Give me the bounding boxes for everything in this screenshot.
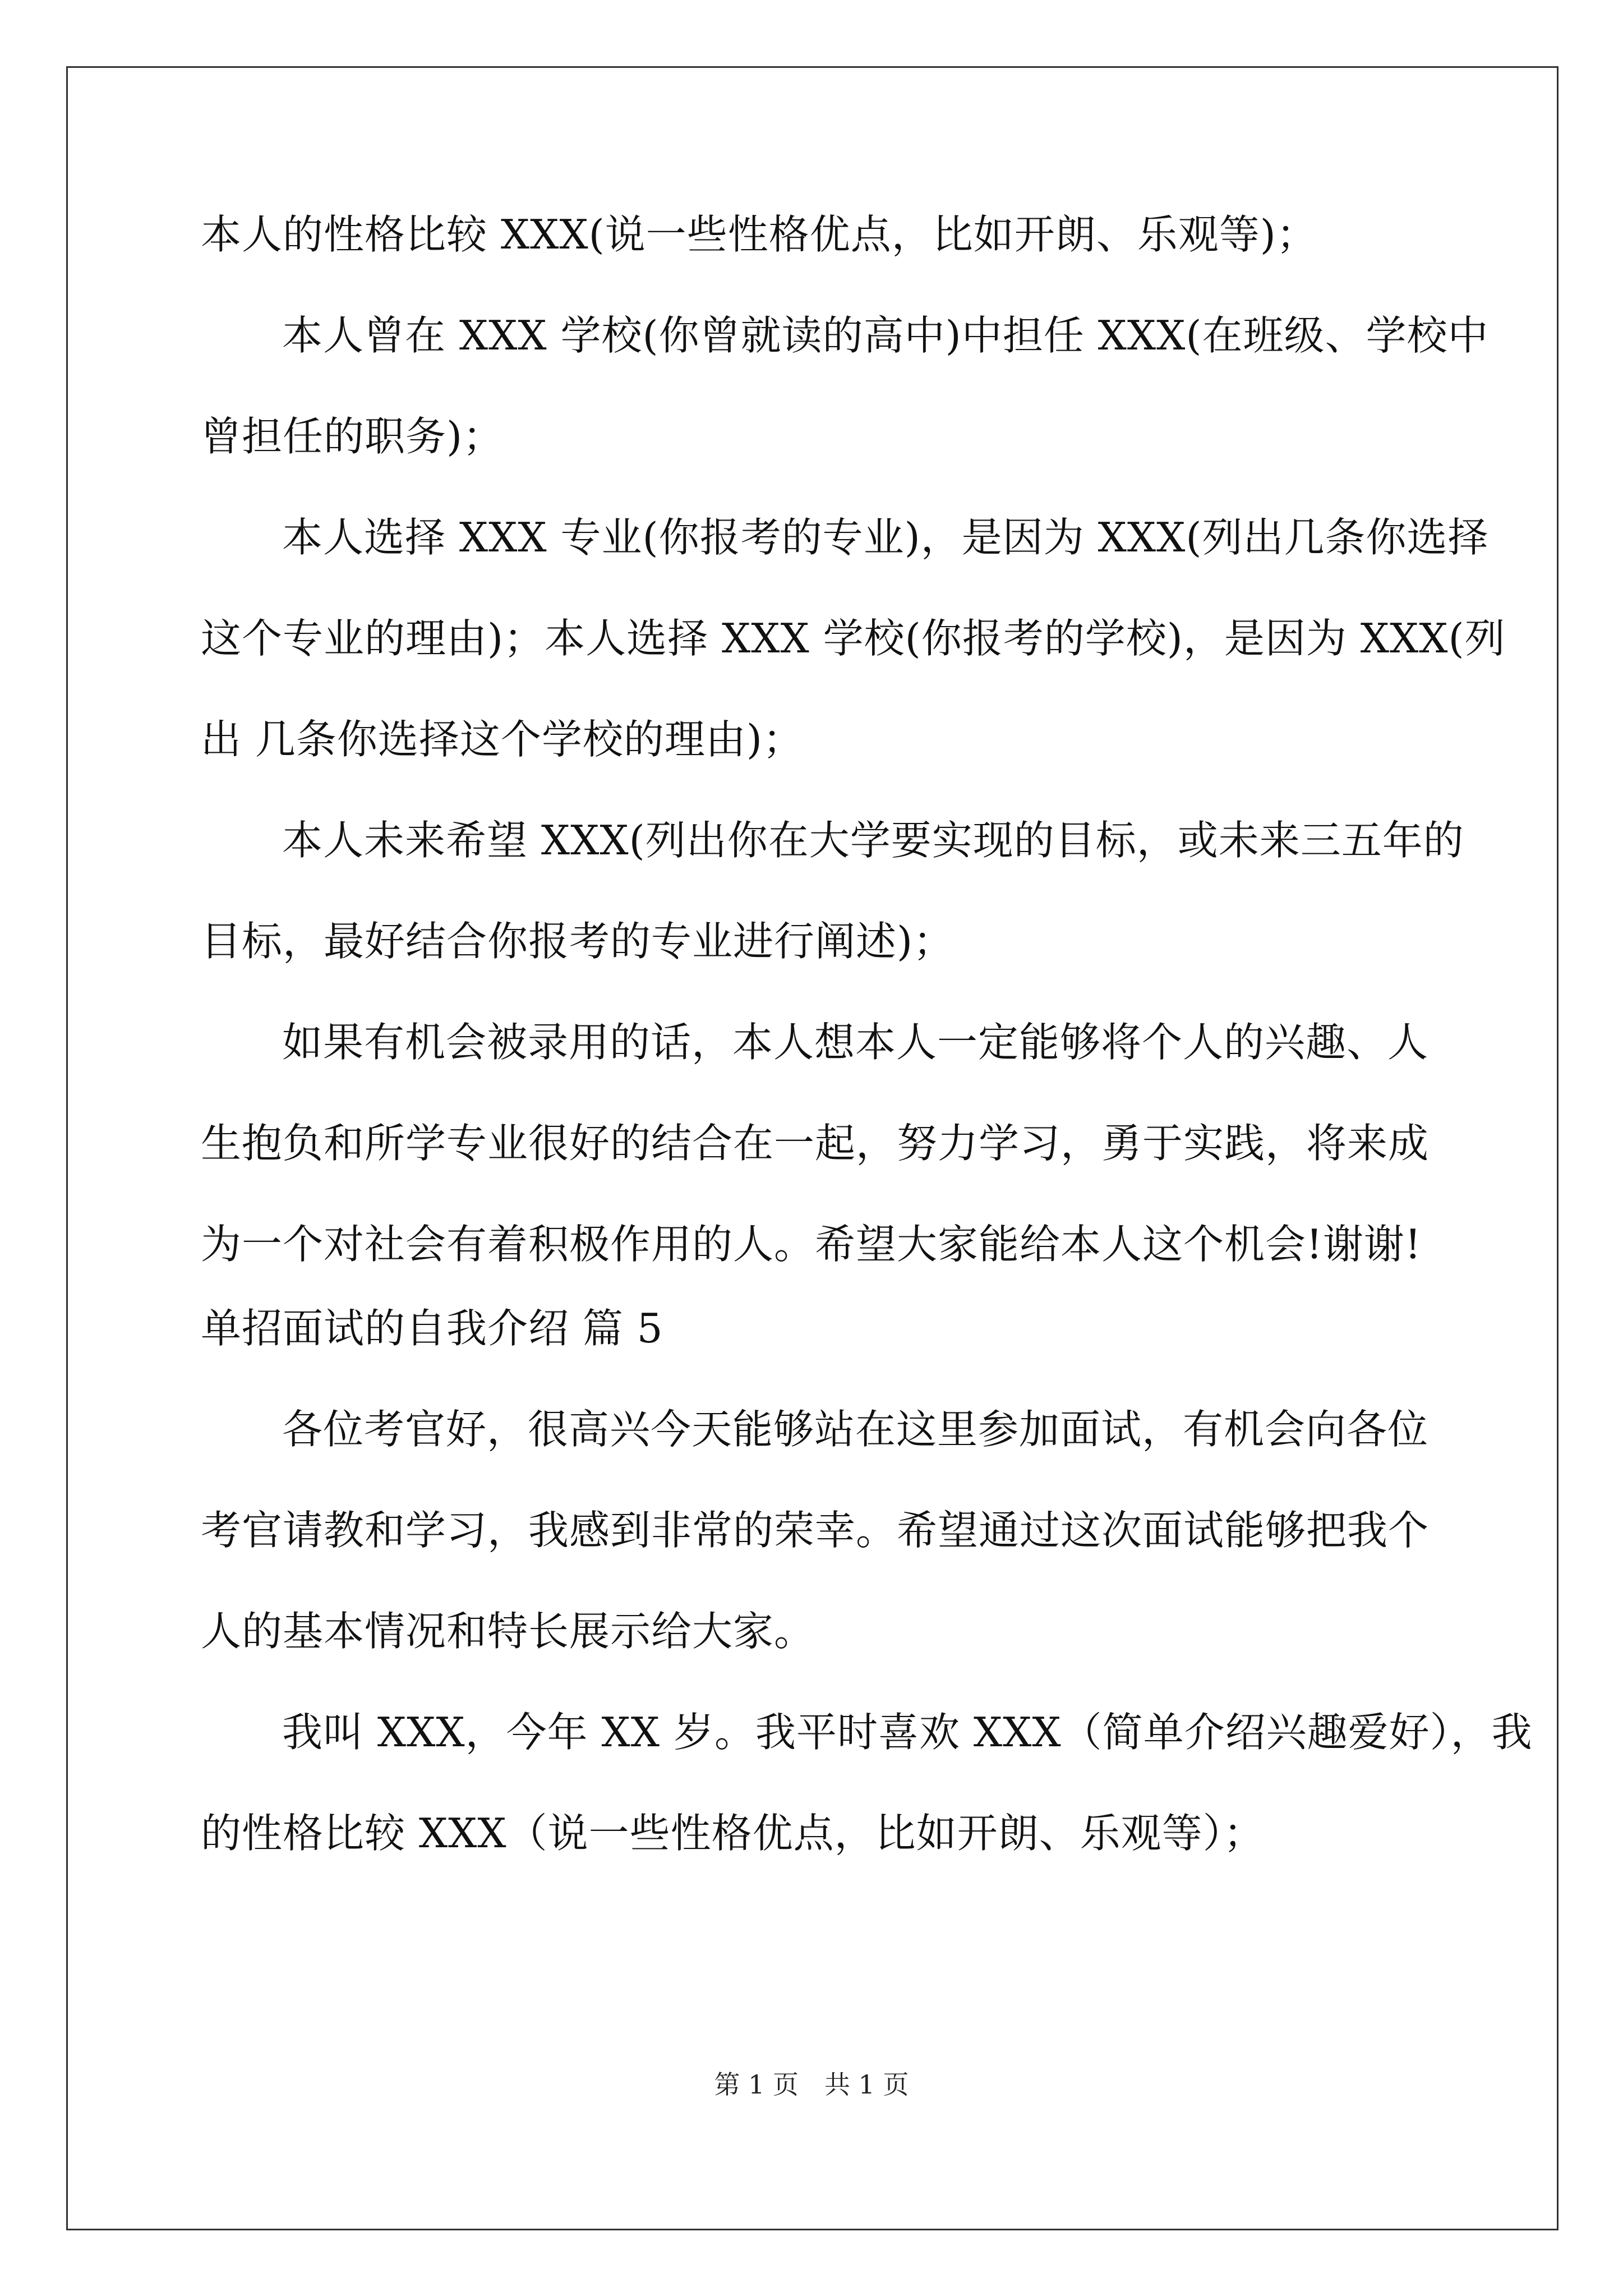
text-line: 生抱负和所学专业很好的结合在一起，努力学习，勇于实践，将来成: [201, 1120, 1430, 1167]
section-heading: 单招面试的自我介绍 篇 5: [201, 1305, 663, 1352]
text-line: 曾担任的职务)；: [201, 413, 504, 460]
text-line: 本人的性格比较 XXX(说一些性格优点，比如开朗、乐观等)；: [201, 211, 1317, 258]
text-line: 如果有机会被录用的话，本人想本人一定能够将个人的兴趣、人: [282, 1019, 1429, 1066]
text-line: 我叫 XXX，今年 XX 岁。我平时喜欢 XXX（简单介绍兴趣爱好），我: [282, 1709, 1533, 1756]
text-line: 本人未来希望 XXX(列出你在大学要实现的目标，或未来三五年的: [282, 817, 1464, 864]
page-number-footer: 第 1 页 共 1 页: [714, 2069, 909, 2100]
text-line: 目标，最好结合你报考的专业进行阐述)；: [201, 918, 955, 965]
text-line: 人的基本情况和特长展示给大家。: [201, 1608, 815, 1655]
text-line: 为一个对社会有着积极作用的人。希望大家能给本人这个机会!谢谢!: [201, 1221, 1422, 1268]
document-body: [201, 208, 1533, 1907]
text-line: 的性格比较 XXX（说一些性格优点，比如开朗、乐观等）；: [201, 1810, 1265, 1857]
text-line: 出 几条你选择这个学校的理由)；: [201, 716, 804, 763]
text-line: 本人选择 XXX 专业(你报考的专业)，是因为 XXX(列出几条你选择: [282, 514, 1489, 561]
text-line: 考官请教和学习，我感到非常的荣幸。希望通过这次面试能够把我个: [201, 1507, 1430, 1554]
text-line: 本人曾在 XXX 学校(你曾就读的高中)中担任 XXX(在班级、学校中: [282, 312, 1489, 359]
text-line: 这个专业的理由)；本人选择 XXX 学校(你报考的学校)，是因为 XXX(列: [201, 615, 1506, 662]
text-line: 各位考官好，很高兴今天能够站在这里参加面试，有机会向各位: [282, 1406, 1429, 1453]
